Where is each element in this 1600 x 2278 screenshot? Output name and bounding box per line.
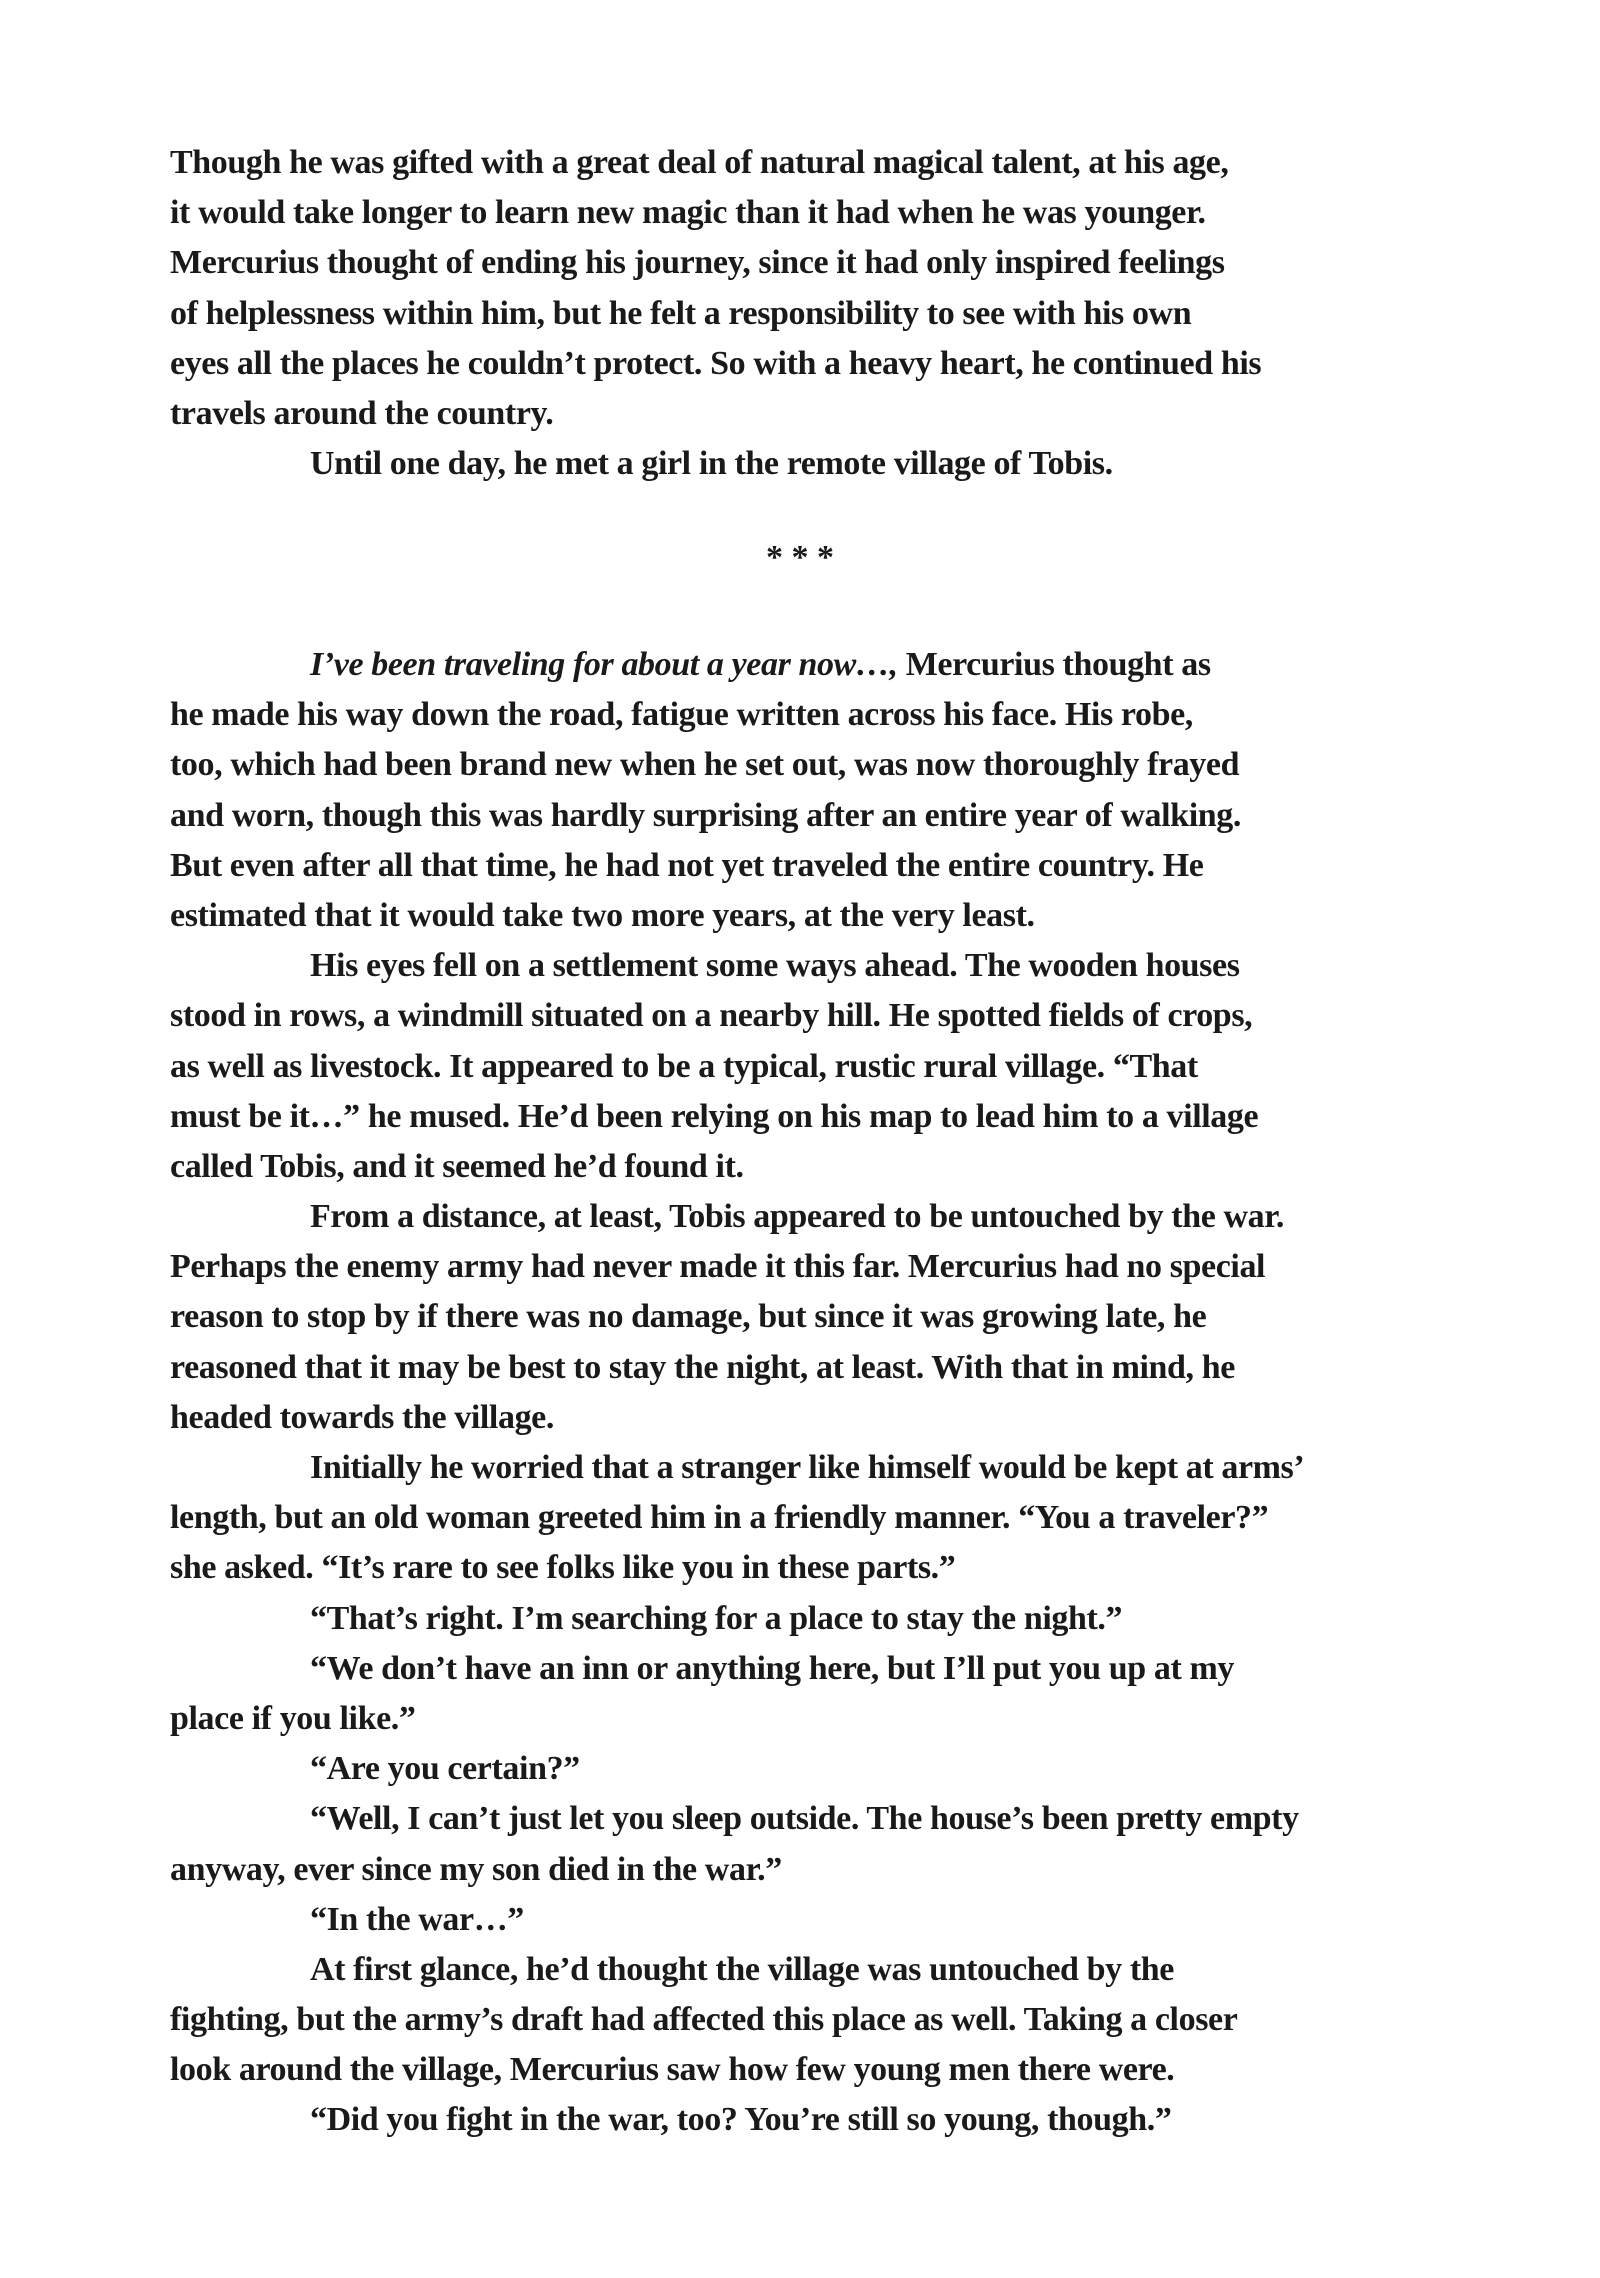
text-line: “That’s right. I’m searching for a place to stay the night.” xyxy=(310,1599,1123,1637)
text-line: as well as livestock. It appeared to be a typical, rustic rural village. “That xyxy=(170,1047,1198,1085)
text-line xyxy=(170,640,1490,690)
text-line: she asked. “It’s rare to see folks like you in these parts.” xyxy=(170,1549,956,1587)
text-line: length, but an old woman greeted him in a friendly manner. “You a traveler?” xyxy=(170,1499,1269,1537)
section-1-text xyxy=(170,138,1490,489)
text-line: At first glance, he’d thought the village was untouched by the xyxy=(310,1950,1174,1988)
text-line: it would take longer to learn new magic than it had when he was younger. xyxy=(170,194,1206,232)
text-line: place if you like.” xyxy=(170,1699,416,1737)
text-line: His eyes fell on a settlement some ways ahead. The wooden houses xyxy=(310,947,1240,985)
line-rest: Mercurius thought as xyxy=(897,646,1211,683)
text-line: “We don’t have an inn or anything here, but I’ll put you up at my xyxy=(310,1649,1234,1687)
text-line: eyes all the places he couldn’t protect. So with a heavy heart, he continued his xyxy=(170,344,1262,382)
italic-thought: I’ve been traveling for about a year now…, xyxy=(310,646,898,683)
text-line: headed towards the village. xyxy=(170,1398,554,1436)
text-line: “Did you fight in the war, too? You’re still so young, though.” xyxy=(310,2101,1172,2139)
text-line: fighting, but the army’s draft had affected this place as well. Taking a closer xyxy=(170,2001,1238,2039)
text-line: “Well, I can’t just let you sleep outside. The house’s been pretty empty xyxy=(310,1800,1299,1838)
text-line: Until one day, he met a girl in the remote village of Tobis. xyxy=(310,445,1113,483)
text-line: and worn, though this was hardly surprising after an entire year of walking. xyxy=(170,796,1241,834)
text-line: From a distance, at least, Tobis appeared to be untouched by the war. xyxy=(310,1198,1284,1236)
text-line: “In the war…” xyxy=(310,1900,524,1938)
text-line: Though he was gifted with a great deal of natural magical talent, at his age, xyxy=(170,144,1229,181)
text-line: “Are you certain?” xyxy=(310,1750,580,1788)
text-line: estimated that it would take two more years, at the very least. xyxy=(170,896,1035,934)
text-line: stood in rows, a windmill situated on a nearby hill. He spotted fields of crops, xyxy=(170,997,1253,1035)
text-line: anyway, ever since my son died in the war.” xyxy=(170,1850,782,1888)
text-line: But even after all that time, he had not yet traveled the entire country. He xyxy=(170,846,1204,884)
text-line: Perhaps the enemy army had never made it this far. Mercurius had no special xyxy=(170,1248,1266,1286)
text-line: must be it…” he mused. He’d been relying on his map to lead him to a village xyxy=(170,1097,1259,1135)
text-line: travels around the country. xyxy=(170,394,554,432)
text-line: of helplessness within him, but he felt a responsibility to see with his own xyxy=(170,294,1192,332)
text-line: reason to stop by if there was no damage, but since it was growing late, he xyxy=(170,1298,1207,1336)
text-line: called Tobis, and it seemed he’d found it. xyxy=(170,1147,744,1185)
text-line: look around the village, Mercurius saw how few young men there were. xyxy=(170,2051,1175,2089)
section-2-text xyxy=(170,640,1490,2146)
text-line: reasoned that it may be best to stay the night, at least. With that in mind, he xyxy=(170,1348,1235,1386)
text-line: too, which had been brand new when he set out, was now thoroughly frayed xyxy=(170,746,1240,784)
scene-break: * * * xyxy=(766,539,834,576)
text-line: Initially he worried that a stranger like himself would be kept at arms’ xyxy=(310,1449,1305,1486)
text-line: Mercurius thought of ending his journey, since it had only inspired feelings xyxy=(170,244,1225,282)
text-line: he made his way down the road, fatigue written across his face. His robe, xyxy=(170,696,1193,734)
